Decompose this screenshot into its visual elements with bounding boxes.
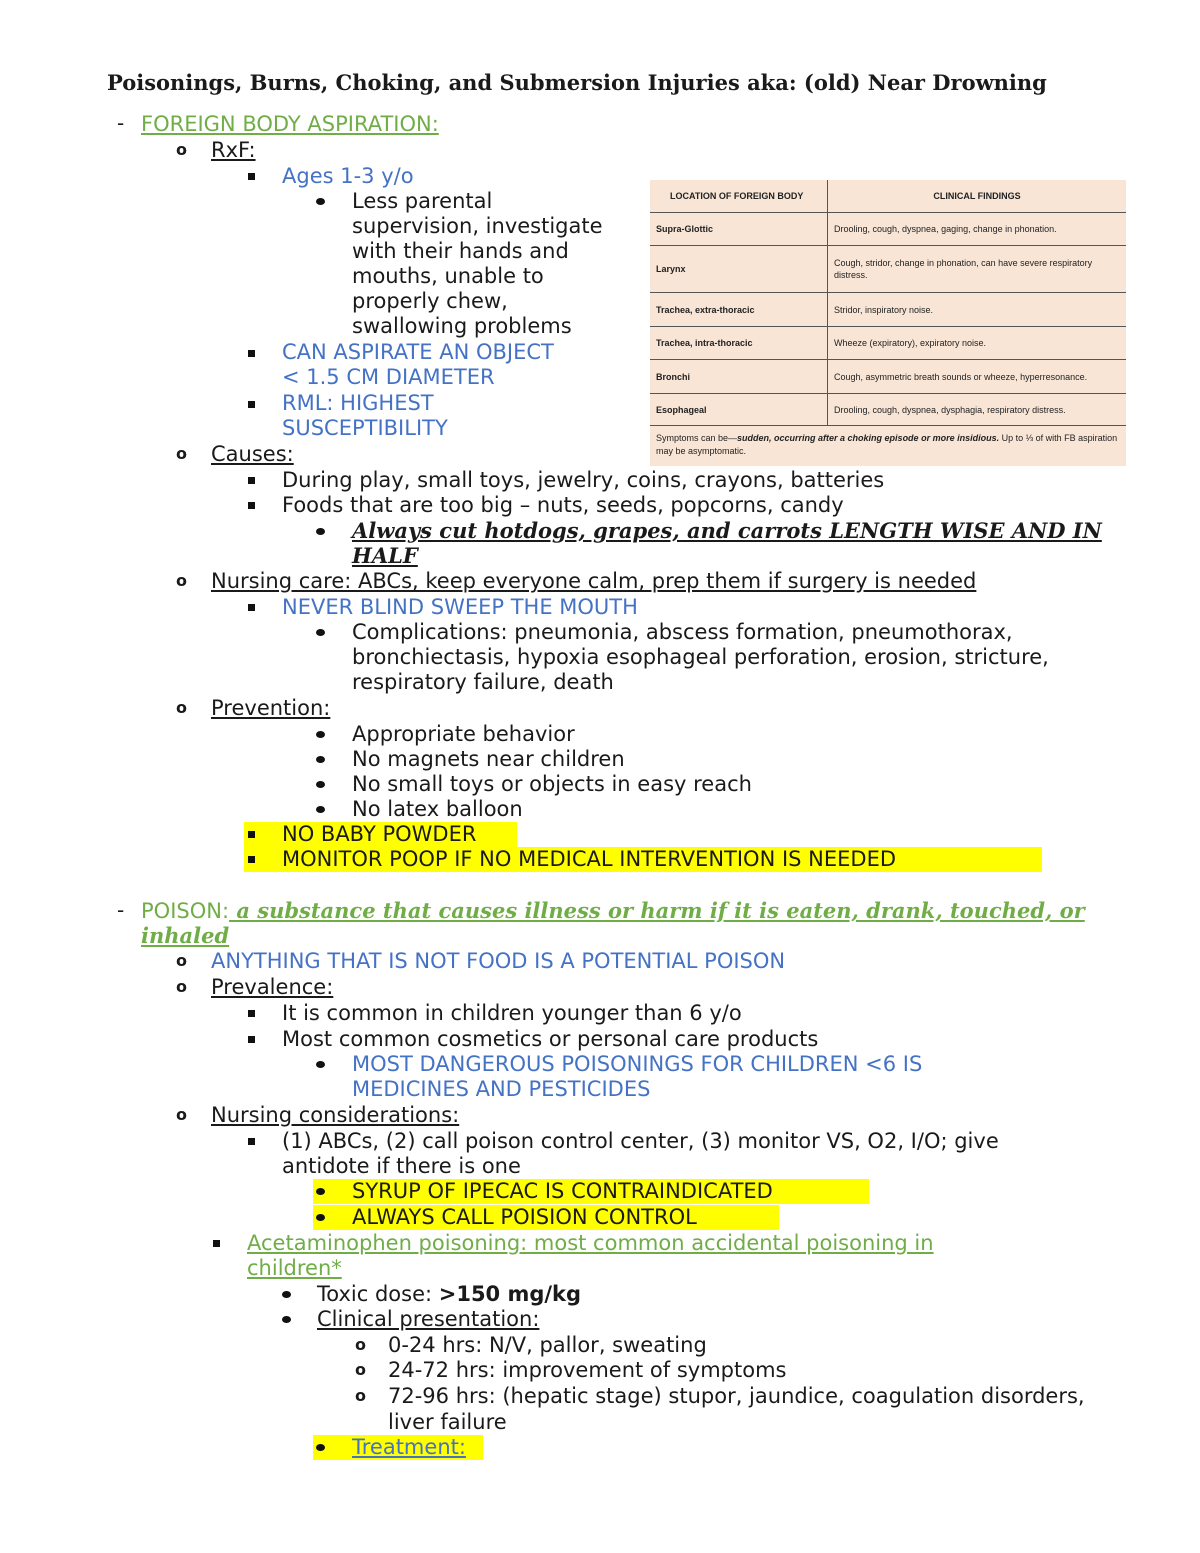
poison-definition-cont: inhaled: [141, 923, 230, 948]
ipecac-text: SYRUP OF IPECAC IS CONTRAINDICATED: [352, 1179, 773, 1203]
aspirate-line: < 1.5 CM DIAMETER: [282, 365, 495, 389]
note-prefix: Symptoms can be—: [656, 433, 738, 443]
square-bullet: [248, 831, 255, 838]
toxic-dose-line: [317, 1281, 581, 1307]
circle-bullet: o: [176, 140, 187, 159]
square-bullet: [248, 173, 255, 180]
section-heading-fba: FOREIGN BODY ASPIRATION:: [141, 112, 439, 136]
dangerous-line: MOST DANGEROUS POISONINGS FOR CHILDREN <6 IS: [352, 1052, 923, 1076]
causes-item: Foods that are too big – nuts, seeds, popcorns, candy: [282, 493, 844, 517]
table-row: [650, 293, 1126, 327]
table-header: LOCATION OF FOREIGN BODY: [650, 180, 828, 213]
dash-bullet: -: [117, 898, 125, 922]
circle-bullet: o: [176, 698, 187, 717]
round-bullet: [316, 629, 325, 636]
table-cell-finding: Stridor, inspiratory noise.: [828, 293, 1127, 327]
table-cell-location: Bronchi: [650, 360, 828, 394]
table-cell-location: Trachea, extra-thoracic: [650, 293, 828, 327]
ages-detail-line: Less parental: [352, 189, 493, 213]
stage-item: 24-72 hrs: improvement of symptoms: [388, 1358, 787, 1382]
table-row: [650, 360, 1126, 394]
ages-detail-line: supervision, investigate: [352, 214, 603, 238]
prevention-heading: Prevention:: [211, 696, 331, 720]
square-bullet: [248, 604, 255, 611]
stage-item: 72-96 hrs: (hepatic stage) stupor, jaundice, coagulation disorders,: [388, 1384, 1085, 1408]
round-bullet: [316, 1188, 325, 1195]
dangerous-line: MEDICINES AND PESTICIDES: [352, 1077, 651, 1101]
rml-line: RML: HIGHEST: [282, 391, 434, 415]
prevalence-item: It is common in children younger than 6 y/o: [282, 1001, 742, 1025]
table-cell-finding: Wheeze (expiratory), expiratory noise.: [828, 327, 1127, 360]
poison-heading-line: [141, 898, 1085, 924]
table-cell-finding: Cough, asymmetric breath sounds or wheeze, hyperresonance.: [828, 360, 1127, 394]
prevalence-item: Most common cosmetics or personal care products: [282, 1027, 819, 1051]
steps-line: (1) ABCs, (2) call poison control center, (3) monitor VS, O2, I/O; give: [282, 1129, 999, 1153]
ages-detail-line: swallowing problems: [352, 314, 572, 338]
square-bullet: [213, 1240, 220, 1247]
table-cell-location: Larynx: [650, 246, 828, 293]
table-header-row: [650, 180, 1126, 213]
ages-text: Ages 1-3 y/o: [282, 164, 414, 188]
table-note: [650, 426, 1126, 464]
nursing-care-text: Nursing care: ABCs, keep everyone calm, prep them if surgery is needed: [211, 569, 977, 593]
acetaminophen-heading: Acetaminophen poisoning: most common accidental poisoning in: [247, 1231, 934, 1255]
table-row: [650, 246, 1126, 293]
circle-bullet: o: [355, 1386, 366, 1405]
square-bullet: [248, 856, 255, 863]
never-sweep-text: NEVER BLIND SWEEP THE MOUTH: [282, 595, 638, 619]
round-bullet: [316, 198, 325, 205]
clinical-presentation-heading: Clinical presentation:: [317, 1307, 540, 1331]
toxic-dose-label: Toxic dose:: [317, 1282, 439, 1306]
ages-detail-line: with their hands and: [352, 239, 569, 263]
circle-bullet: o: [176, 977, 187, 996]
complications-line: bronchiectasis, hypoxia esophageal perforation, erosion, stricture,: [352, 645, 1049, 669]
round-bullet: [316, 1214, 325, 1221]
table-cell-location: Trachea, intra-thoracic: [650, 327, 828, 360]
round-bullet: [316, 806, 325, 813]
cut-line: Always cut hotdogs, grapes, and carrots LENGTH WISE AND IN: [352, 518, 1102, 543]
square-bullet: [248, 502, 255, 509]
square-bullet: [248, 401, 255, 408]
no-baby-powder-text: NO BABY POWDER: [282, 822, 477, 846]
prevention-item: Appropriate behavior: [352, 722, 575, 746]
prevalence-heading: Prevalence:: [211, 975, 334, 999]
round-bullet: [282, 1316, 291, 1323]
cut-line: HALF: [352, 543, 418, 568]
table-row: [650, 394, 1126, 426]
monitor-poop-text: MONITOR POOP IF NO MEDICAL INTERVENTION IS NEEDED: [282, 847, 897, 871]
table-cell-finding: Cough, stridor, change in phonation, can have severe respiratory distress.: [828, 246, 1127, 293]
table-row: [650, 213, 1126, 246]
table-cell-location: Esophageal: [650, 394, 828, 426]
square-bullet: [248, 1010, 255, 1017]
round-bullet: [316, 528, 325, 535]
square-bullet: [248, 1036, 255, 1043]
complications-line: Complications: pneumonia, abscess formation, pneumothorax,: [352, 620, 1013, 644]
rxf-heading: RxF:: [211, 138, 256, 162]
anything-text: ANYTHING THAT IS NOT FOOD IS A POTENTIAL POISON: [211, 949, 786, 973]
poison-definition: a substance that causes illness or harm if it is eaten, drank, touched, or: [229, 898, 1085, 923]
square-bullet: [248, 477, 255, 484]
toxic-dose-value: >150 mg/kg: [438, 1282, 582, 1306]
prevention-item: No small toys or objects in easy reach: [352, 772, 752, 796]
causes-heading: Causes:: [211, 442, 294, 466]
table-row: [650, 327, 1126, 360]
prevention-item: No latex balloon: [352, 797, 523, 821]
round-bullet: [316, 756, 325, 763]
ages-detail-line: mouths, unable to: [352, 264, 544, 288]
ages-detail-line: properly chew,: [352, 289, 508, 313]
page-title: Poisonings, Burns, Choking, and Submersion Injuries aka: (old) Near Drowning: [107, 70, 1047, 95]
circle-bullet: o: [176, 571, 187, 590]
rml-line: SUSCEPTIBILITY: [282, 416, 448, 440]
call-poison-control-text: ALWAYS CALL POISION CONTROL: [352, 1205, 697, 1229]
causes-item: During play, small toys, jewelry, coins, crayons, batteries: [282, 468, 885, 492]
circle-bullet: o: [176, 444, 187, 463]
poison-heading: POISON:: [141, 899, 230, 923]
table-cell-finding: Drooling, cough, dyspnea, gaging, change in phonation.: [828, 213, 1127, 246]
treatment-heading: Treatment:: [352, 1435, 466, 1459]
aspirate-line: CAN ASPIRATE AN OBJECT: [282, 340, 554, 364]
round-bullet: [316, 1061, 325, 1068]
circle-bullet: o: [176, 951, 187, 970]
acetaminophen-heading-cont: children*: [247, 1256, 342, 1280]
foreign-body-location-table: [650, 180, 1126, 466]
note-suffix: Up to ⅓ of with FB aspiration may be asymptomatic.: [656, 433, 1118, 456]
table-header: CLINICAL FINDINGS: [828, 180, 1127, 213]
circle-bullet: o: [176, 1105, 187, 1124]
note-emphasis: sudden, occurring after a choking episode or more insidious.: [737, 433, 1000, 443]
circle-bullet: o: [355, 1335, 366, 1354]
complications-line: respiratory failure, death: [352, 670, 614, 694]
steps-line: antidote if there is one: [282, 1154, 521, 1178]
round-bullet: [316, 1444, 325, 1451]
round-bullet: [282, 1291, 291, 1298]
round-bullet: [316, 731, 325, 738]
table-cell-location: Supra-Glottic: [650, 213, 828, 246]
stage-item: 0-24 hrs: N/V, pallor, sweating: [388, 1333, 707, 1357]
round-bullet: [316, 781, 325, 788]
dash-bullet: -: [117, 111, 125, 135]
table-cell-finding: Drooling, cough, dyspnea, dysphagia, respiratory distress.: [828, 394, 1127, 426]
square-bullet: [248, 1138, 255, 1145]
considerations-heading: Nursing considerations:: [211, 1103, 460, 1127]
circle-bullet: o: [355, 1360, 366, 1379]
prevention-item: No magnets near children: [352, 747, 625, 771]
stage-item-cont: liver failure: [388, 1410, 507, 1434]
square-bullet: [248, 350, 255, 357]
